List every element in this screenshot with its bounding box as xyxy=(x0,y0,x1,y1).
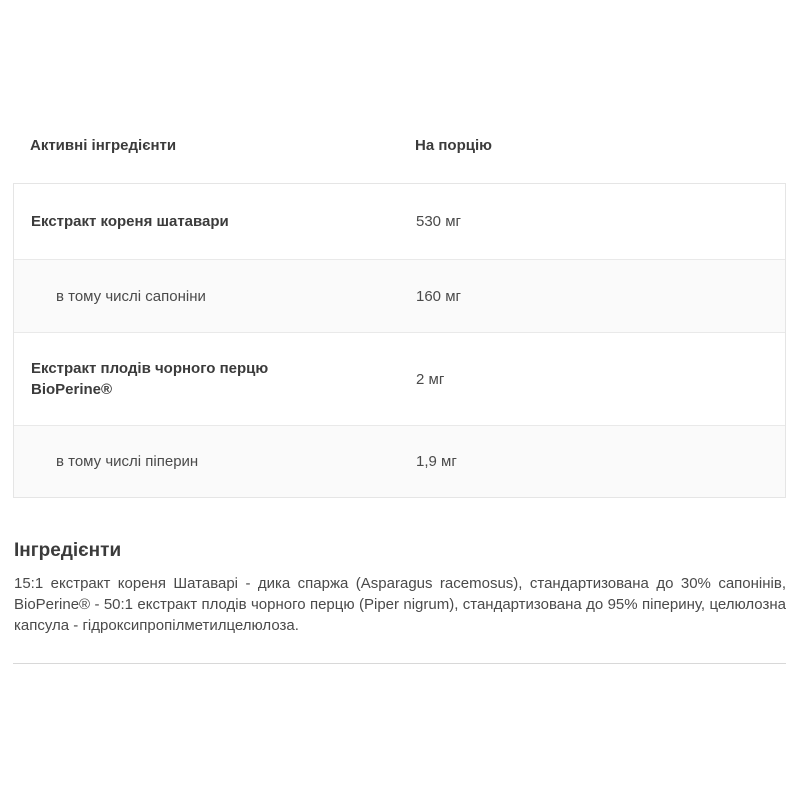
ingredient-name-cell xyxy=(14,358,416,400)
amount-cell: 530 мг xyxy=(416,213,461,230)
table-row xyxy=(14,184,785,259)
column-header-per-serving: На порцію xyxy=(415,137,492,154)
ingredients-heading: Інгредієнти xyxy=(14,540,122,561)
ingredient-name-cell xyxy=(14,451,416,472)
table-row xyxy=(14,259,785,332)
table-row xyxy=(14,332,785,425)
column-header-active-ingredients: Активні інгредієнти xyxy=(30,137,177,154)
table-header-row xyxy=(13,135,786,156)
ingredient-name-cell xyxy=(14,286,416,307)
table-row xyxy=(14,425,785,497)
ingredient-name: Екстракт плодів чорного перцю BioPerine® xyxy=(31,360,269,398)
amount-cell: 1,9 мг xyxy=(416,453,457,470)
amount-cell: 160 мг xyxy=(416,287,461,305)
ingredients-description: 15:1 екстракт кореня Шатаварі - дика спаржа (Asparagus racemosus), стандартизована до 30% сапонінів, BioPerine® - 50:1 екстракт плодів чорного перцю (Piper nigrum), стандартизована до 95% піперину, целюлозна капсула - гідроксипропілметилцелюлоза. xyxy=(14,575,786,634)
ingredient-name: Екстракт кореня шатавари xyxy=(31,213,229,230)
section-divider xyxy=(13,663,786,664)
ingredient-name: в тому числі піперин xyxy=(56,453,199,470)
ingredient-name-cell xyxy=(14,211,416,232)
amount-cell: 2 мг xyxy=(416,370,445,388)
ingredient-name: в тому числі сапоніни xyxy=(56,287,206,305)
ingredients-table xyxy=(13,183,786,498)
